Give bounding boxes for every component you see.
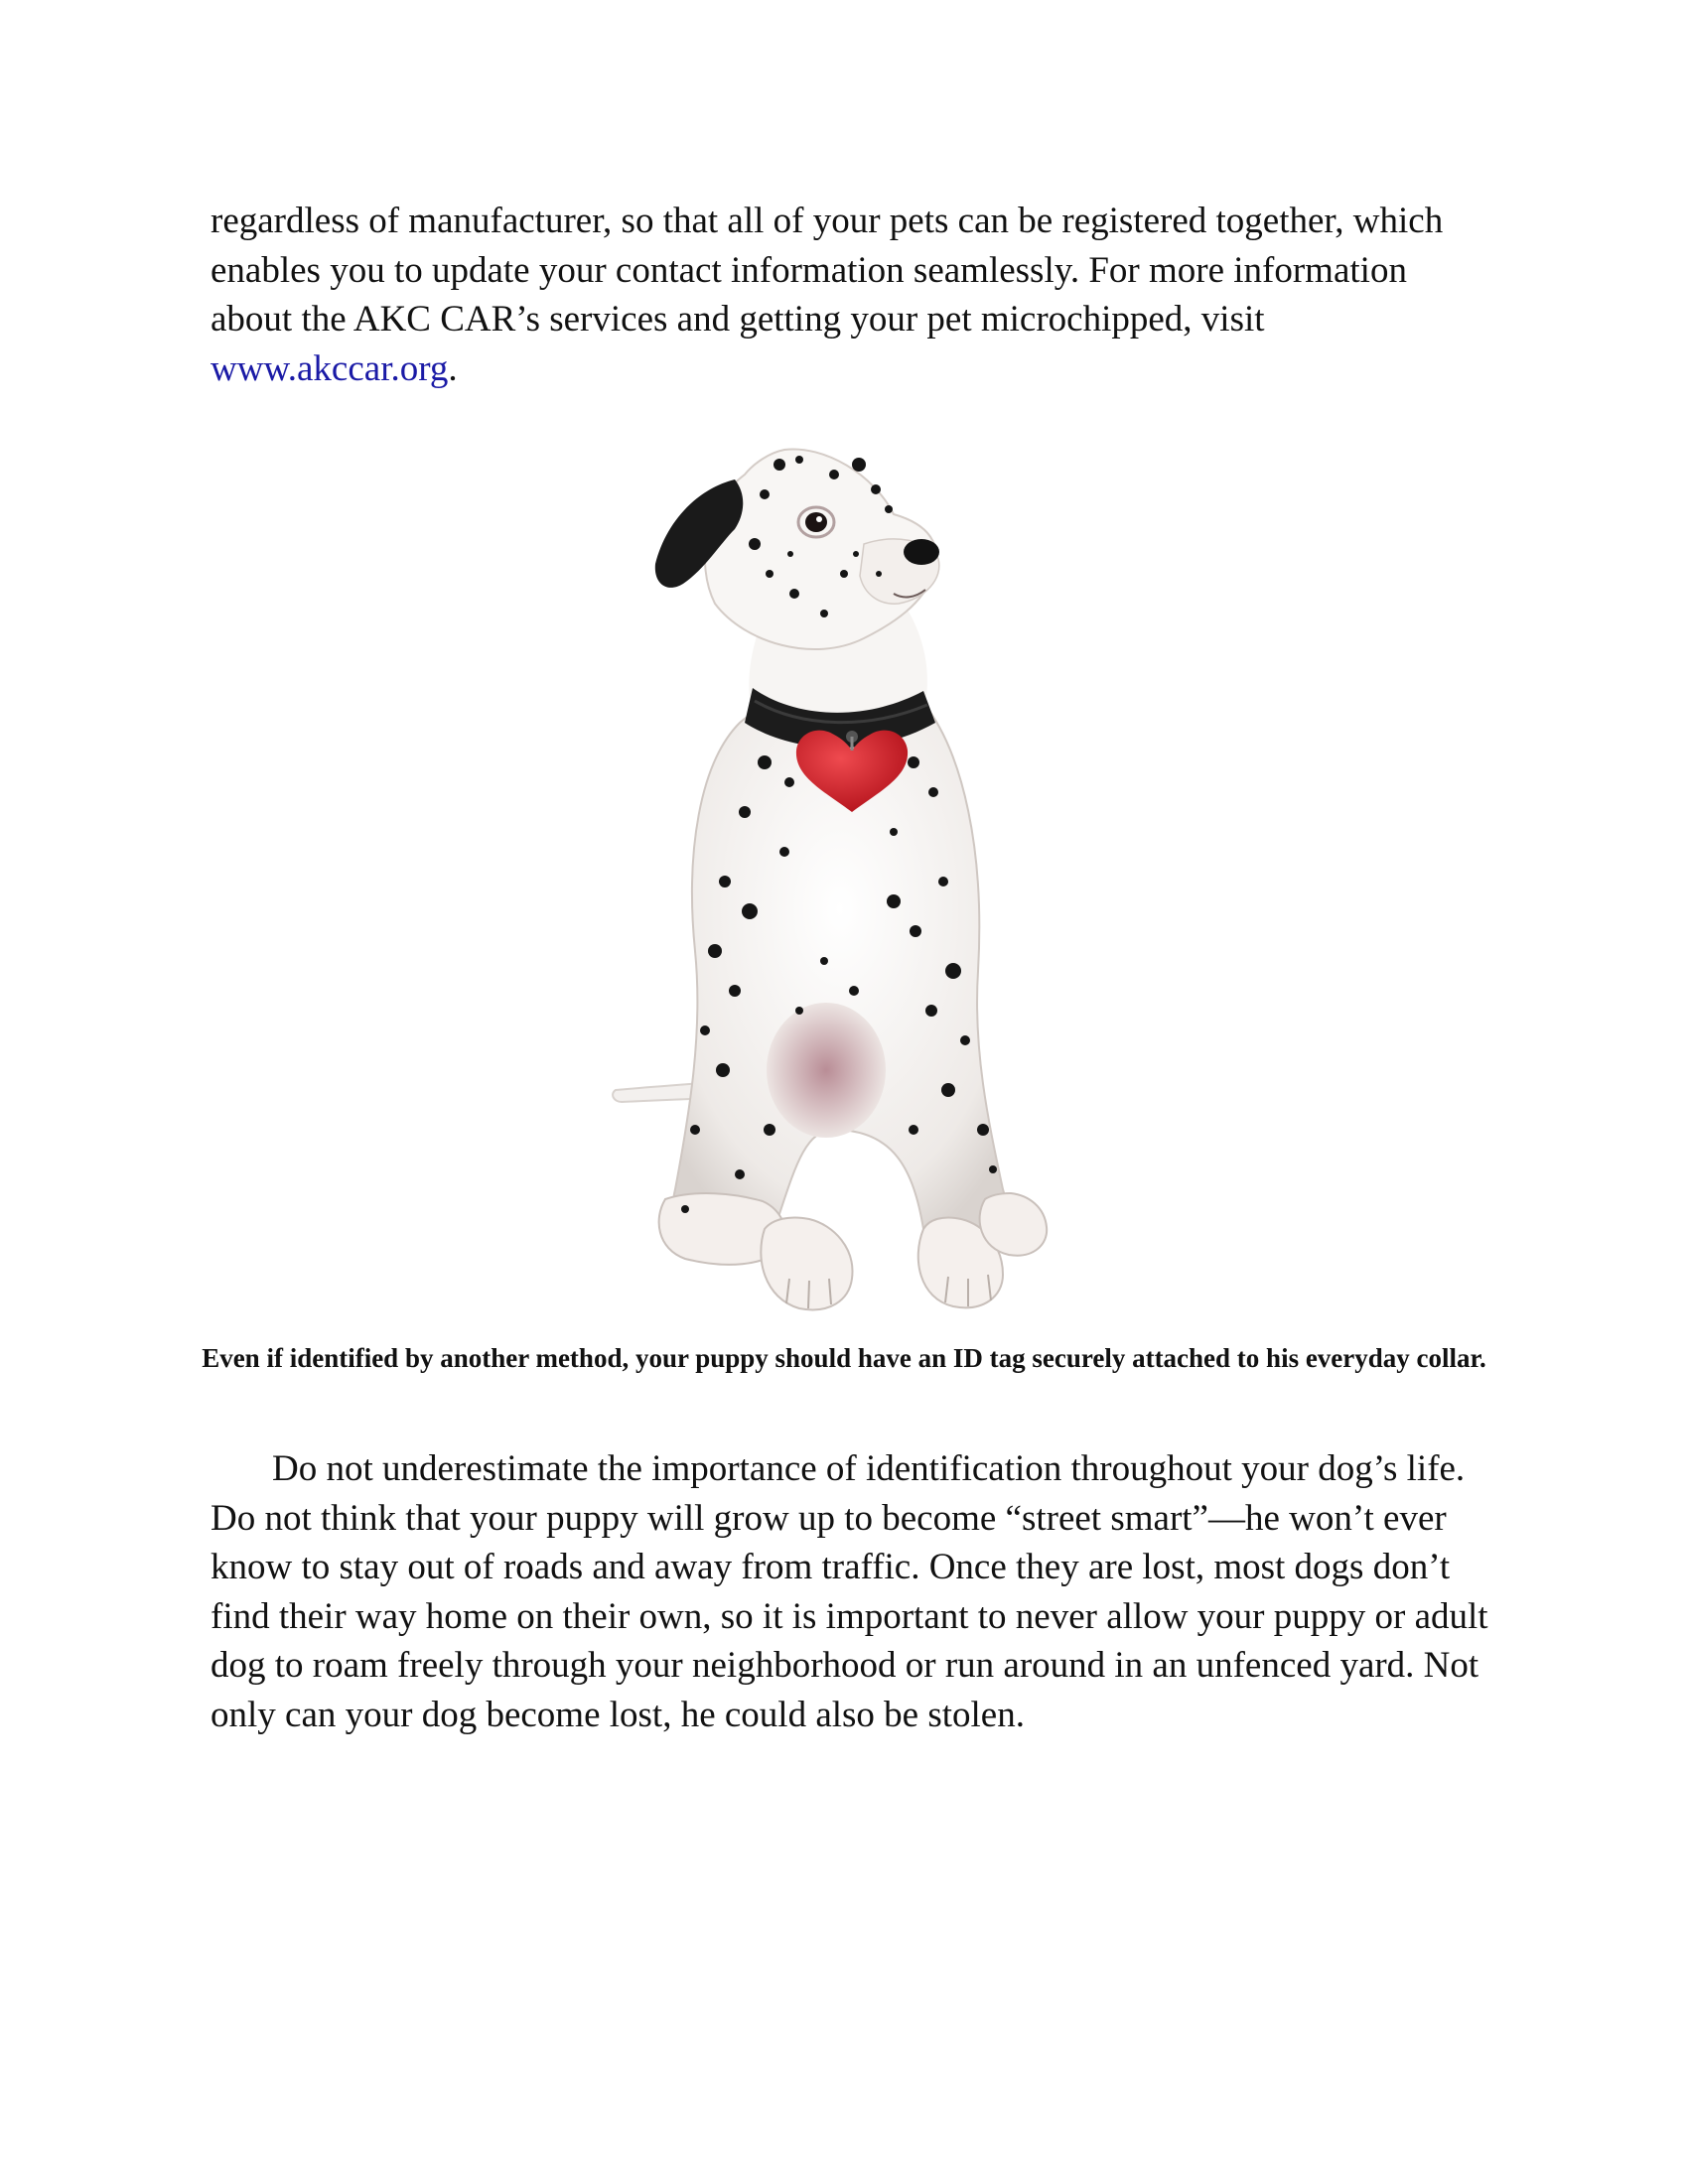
intro-paragraph-end: . <box>448 347 458 389</box>
intro-paragraph-text: regardless of manufacturer, so that all of your pets can be registered together, which enables you to update your contact information seamlessly. For more information about the AKC CAR’s services and getting your pet microchipped, visit <box>211 201 1444 340</box>
akccar-link[interactable]: www.akccar.org <box>211 347 449 389</box>
dalmatian-puppy-image <box>596 435 1092 1320</box>
figure-caption: Even if identified by another method, your puppy should have an ID tag securely attached to his everyday collar. <box>202 1343 1486 1373</box>
body-paragraph: Do not underestimate the importance of identification throughout your dog’s life. Do not think that your puppy will grow up to become “street smart”—he won’t ever know to stay out of roads and away from traffic. Once they are lost, most dogs don’t find their way home on their own, so it is important to never allow your puppy or adult dog to roam freely through your neighborhood or run around in an unfenced yard. Not only can your dog become lost, he could also be stolen. <box>211 1448 1488 1735</box>
dalmatian-puppy-icon <box>596 435 1092 1320</box>
intro-paragraph <box>211 197 1491 393</box>
